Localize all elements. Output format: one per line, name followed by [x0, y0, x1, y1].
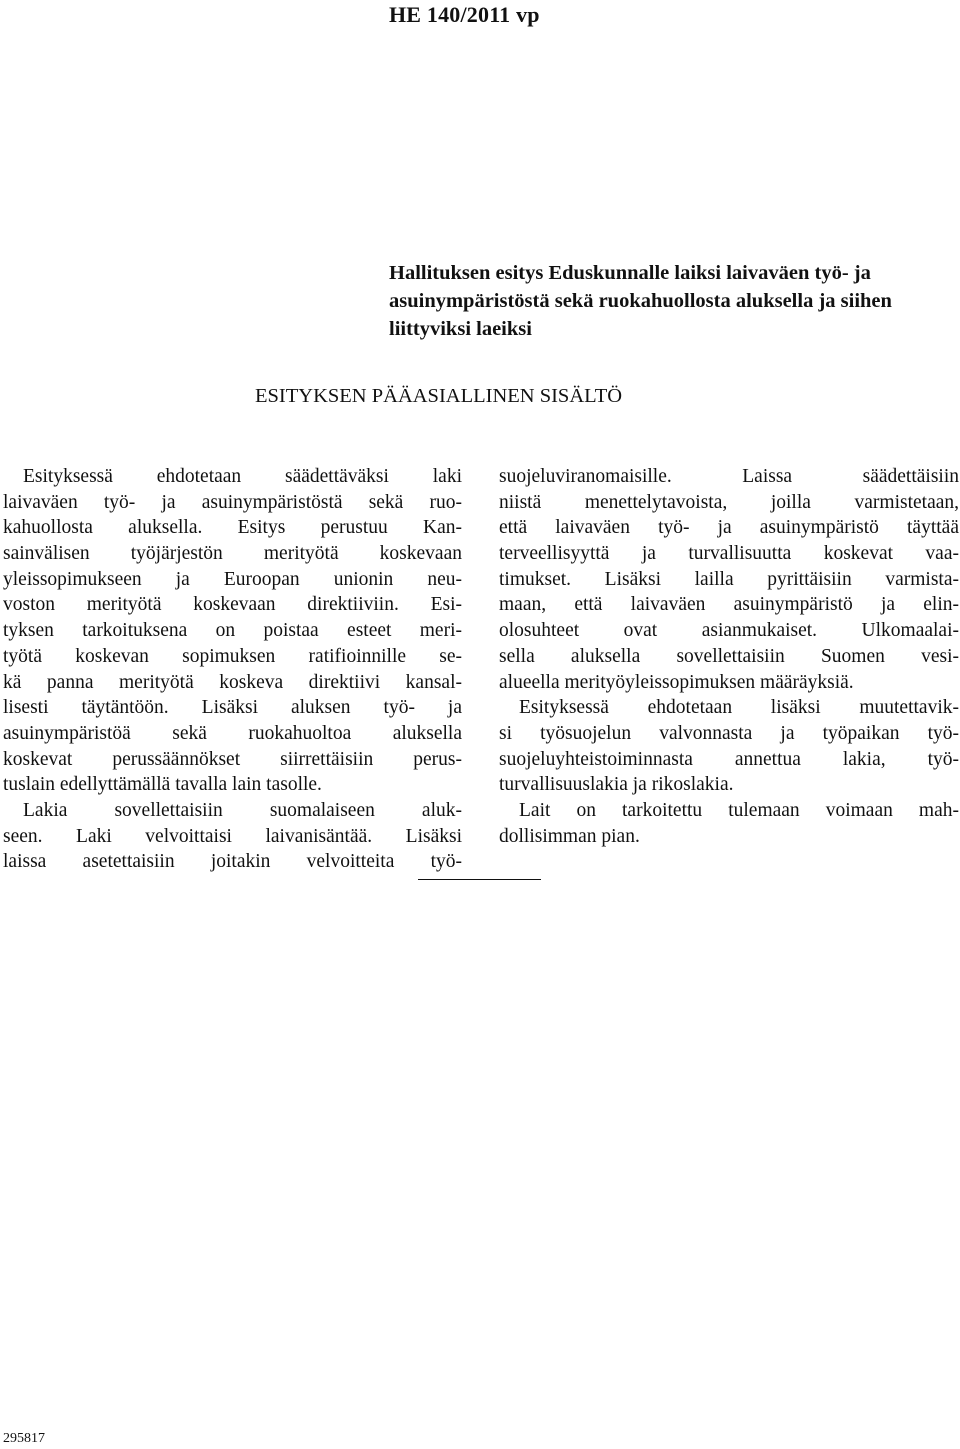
text-line: Esityksessä ehdotetaan lisäksi muutettavik- [519, 697, 959, 719]
section-divider-rule [418, 879, 541, 880]
text-line: tyksen tarkoituksena on poistaa esteet meri- [3, 620, 462, 642]
text-line: kä panna merityötä koskeva direktiivi kansal- [3, 671, 462, 693]
text-line: kahuollosta aluksella. Esitys perustuu Kan- [3, 517, 462, 539]
right-text-column [499, 464, 959, 849]
text-line: koskevat perussäännökset siirrettäisiin perus- [3, 748, 462, 770]
title-line: Hallituksen esitys Eduskunnalle laiksi laivaväen työ- ja [389, 262, 871, 284]
text-line: Lakia sovellettaisiin suomalaiseen aluk- [23, 799, 462, 821]
text-line: asuinympäristöä sekä ruokahuoltoa aluksella [3, 722, 462, 744]
text-line: olosuhteet ovat asianmukaiset. Ulkomaalai- [499, 620, 959, 642]
text-line: sella aluksella sovellettaisiin Suomen vesi- [499, 645, 959, 667]
text-line: suojeluviranomaisille. Laissa säädettäisiin [499, 466, 959, 487]
text-line: suojeluyhteistoiminnasta annettua lakia, työ- [499, 748, 959, 770]
text-line: tuslain edellyttämällä tavalla lain tasolle. [3, 774, 322, 796]
document-id: HE 140/2011 vp [389, 2, 540, 27]
text-line: lisesti täytäntöön. Lisäksi aluksen työ- ja [3, 697, 462, 719]
text-line: Lait on tarkoitettu tulemaan voimaan mah- [519, 799, 959, 821]
left-text-column [3, 464, 462, 875]
document-title [389, 259, 959, 343]
text-line: että laivaväen työ- ja asuinympäristö täyttää [499, 517, 959, 539]
section-heading: ESITYKSEN PÄÄASIALLINEN SISÄLTÖ [255, 385, 623, 407]
text-line: laissa asetettaisiin joitakin velvoitteita työ- [3, 851, 462, 873]
footer-number: 295817 [3, 1431, 45, 1446]
text-line: laivaväen työ- ja asuinympäristöstä sekä ruo- [3, 491, 462, 513]
title-line: asuinympäristöstä sekä ruokahuollosta aluksella ja siihen [389, 290, 892, 312]
text-line: turvallisuuslakia ja rikoslakia. [499, 774, 734, 796]
text-line: alueella merityöyleissopimuksen määräyksiä. [499, 671, 854, 693]
text-line: terveellisyyttä ja turvallisuutta koskevat vaa- [499, 543, 959, 565]
text-line: Esityksessä ehdotetaan säädettäväksi laki [23, 466, 462, 487]
title-line: liittyviksi laeiksi [389, 318, 532, 340]
text-line: voston merityötä koskevaan direktiiviin. Esi- [3, 594, 462, 616]
text-line: dollisimman pian. [499, 825, 640, 847]
text-line: niistä menettelytavoista, joilla varmistetaan, [499, 491, 959, 513]
text-line: työtä koskevan sopimuksen ratifioinnille se- [3, 645, 462, 667]
text-line: si työsuojelun valvonnasta ja työpaikan työ- [499, 722, 959, 744]
text-line: maan, että laivaväen asuinympäristö ja elin- [499, 594, 959, 616]
text-line: yleissopimukseen ja Euroopan unionin neu- [3, 568, 462, 590]
text-line: sainvälisen työjärjestön merityötä koskevaan [3, 543, 462, 565]
text-line: timukset. Lisäksi lailla pyrittäisiin varmista- [499, 568, 959, 590]
text-line: seen. Laki velvoittaisi laivanisäntää. Lisäksi [3, 825, 462, 847]
